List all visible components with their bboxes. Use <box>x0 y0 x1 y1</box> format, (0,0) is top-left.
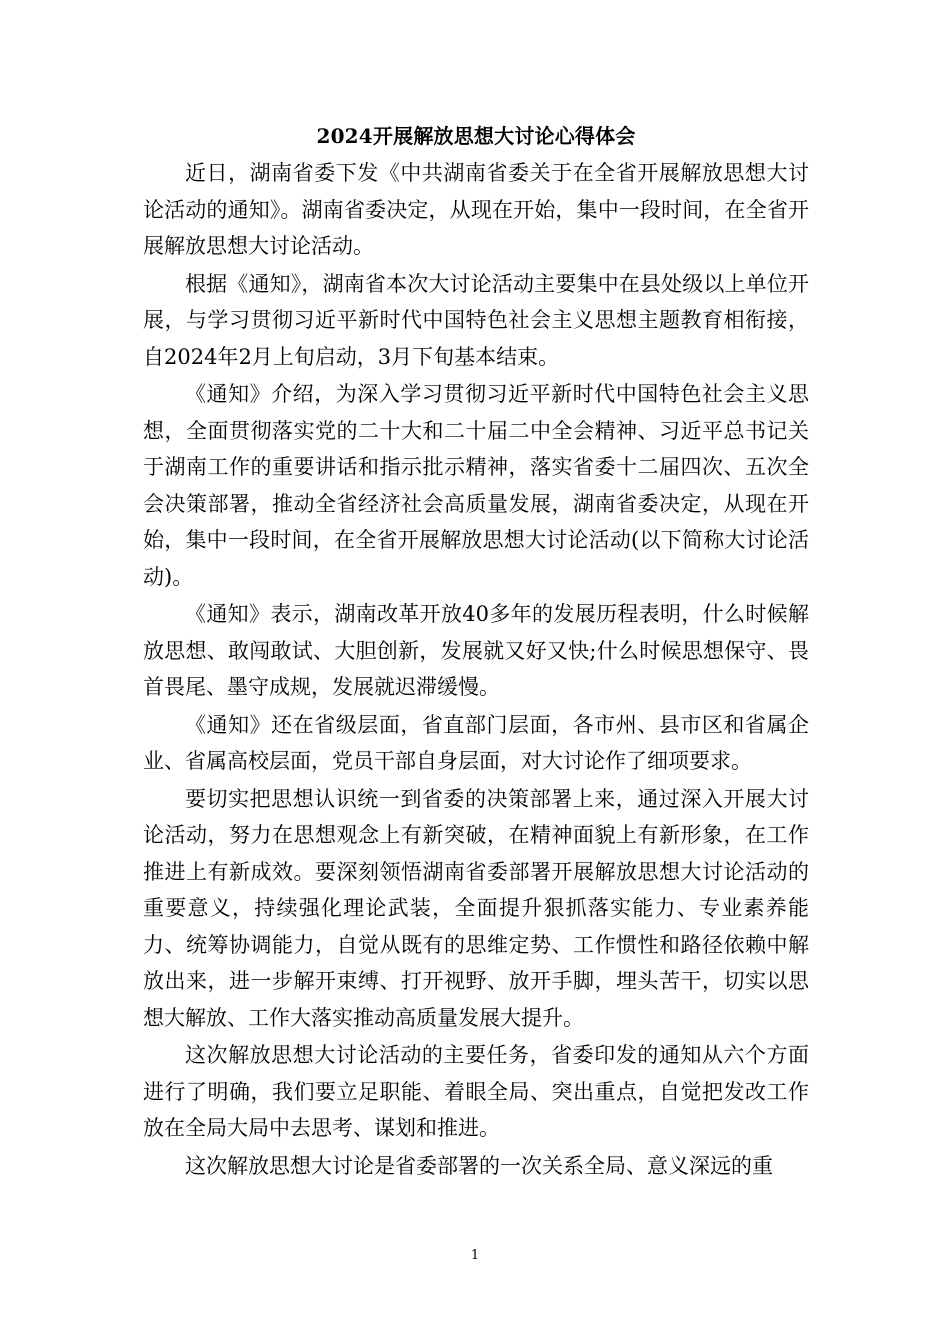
document-body <box>143 119 809 1185</box>
paragraph: 《通知》表示，湖南改革开放40多年的发展历程表明，什么时候解放思想、敢闯敢试、大胆创新，发展就又好又快;什么时候思想保守、畏首畏尾、墨守成规，发展就迟滞缓慢。 <box>143 602 809 699</box>
paragraph: 这次解放思想大讨论活动的主要任务，省委印发的通知从六个方面进行了明确，我们要立足职能、着眼全局、突出重点，自觉把发改工作放在全局大局中去思考、谋划和推进。 <box>143 1043 809 1140</box>
paragraph: 要切实把思想认识统一到省委的决策部署上来，通过深入开展大讨论活动，努力在思想观念上有新突破，在精神面貌上有新形象，在工作推进上有新成效。要深刻领悟湖南省委部署开展解放思想大讨论活动的重要意义，持续强化理论武装，全面提升狠抓落实能力、专业素养能力、统筹协调能力，自觉从既有的思维定势、工作惯性和路径依赖中解放出来，进一步解开束缚、打开视野、放开手脚，埋头苦干，切实以思想大解放、工作大落实推动高质量发展大提升。 <box>143 786 809 1030</box>
paragraph: 《通知》介绍，为深入学习贯彻习近平新时代中国特色社会主义思想，全面贯彻落实党的二十大和二十届二中全会精神、习近平总书记关于湖南工作的重要讲话和指示批示精神，落实省委十二届四次、五次全会决策部署，推动全省经济社会高质量发展，湖南省委决定，从现在开始，集中一段时间，在全省开展解放思想大讨论活动(以下简称大讨论活动)。 <box>143 382 809 589</box>
paragraph: 《通知》还在省级层面，省直部门层面，各市州、县市区和省属企业、省属高校层面，党员干部自身层面，对大讨论作了细项要求。 <box>143 712 809 773</box>
paragraph: 根据《通知》，湖南省本次大讨论活动主要集中在县处级以上单位开展，与学习贯彻习近平新时代中国特色社会主义思想主题教育相衔接，自2024年2月上旬启动，3月下旬基本结束。 <box>143 271 809 369</box>
document-title: 2024开展解放思想大讨论心得体会 <box>316 124 636 148</box>
paragraph: 这次解放思想大讨论是省委部署的一次关系全局、意义深远的重 <box>185 1153 773 1178</box>
paragraph: 近日，湖南省委下发《中共湖南省委关于在全省开展解放思想大讨论活动的通知》。湖南省委决定，从现在开始，集中一段时间，在全省开展解放思想大讨论活动。 <box>143 161 809 258</box>
page-number: 1 <box>470 1248 480 1263</box>
